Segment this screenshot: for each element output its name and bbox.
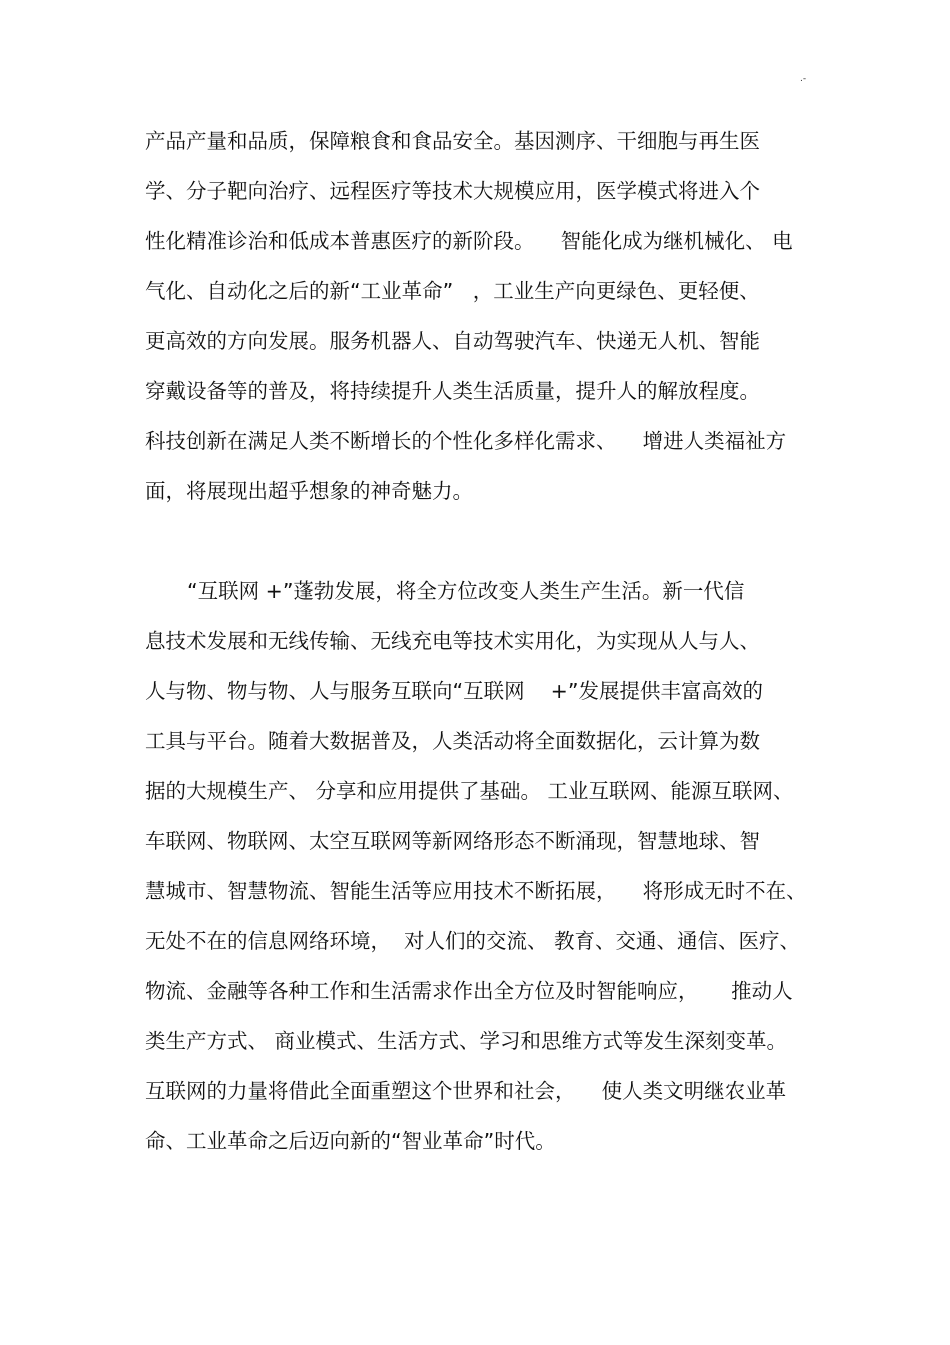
paragraph-2-line: 车联网、物联网、太空互联网等新网络形态不断涌现，智慧地球、智 <box>145 829 760 853</box>
paragraph-1-line: 穿戴设备等的普及，将持续提升人类生活质量，提升人的解放程度。 <box>145 379 760 403</box>
paragraph-2-line: “互联网 +”蓬勃发展，将全方位改变人类生产生活。新一代信 <box>187 579 745 603</box>
paragraph-1-line: 性化精准诊治和低成本普惠医疗的新阶段。 智能化成为继机械化、 电 <box>145 229 793 253</box>
paragraph-2-line: 工具与平台。随着大数据普及，人类活动将全面数据化，云计算为数 <box>145 729 760 753</box>
paragraph-1-line: 学、分子靶向治疗、远程医疗等技术大规模应用，医学模式将进入个 <box>145 179 760 203</box>
page-corner-mark: .- <box>800 74 807 84</box>
paragraph-2-line: 无处不在的信息网络环境， 对人们的交流、 教育、交通、通信、医疗、 <box>145 929 801 953</box>
paragraph-2-line: 人与物、物与物、人与服务互联向“互联网 +”发展提供丰富高效的 <box>145 679 763 703</box>
paragraph-1-line: 产品产量和品质，保障粮食和食品安全。基因测序、干细胞与再生医 <box>145 129 760 153</box>
paragraph-2-line: 物流、金融等各种工作和生活需求作出全方位及时智能响应， 推动人 <box>145 979 793 1003</box>
paragraph-1-line: 更高效的方向发展。服务机器人、自动驾驶汽车、快递无人机、智能 <box>145 329 760 353</box>
paragraph-2-line: 命、工业革命之后迈向新的“智业革命”时代。 <box>145 1129 556 1153</box>
paragraph-1-line: 科技创新在满足人类不断增长的个性化多样化需求、 增进人类福祉方 <box>145 429 787 453</box>
paragraph-1-line: 面，将展现出超乎想象的神奇魅力。 <box>145 479 473 503</box>
paragraph-2-line: 息技术发展和无线传输、无线充电等技术实用化，为实现从人与人、 <box>145 629 760 653</box>
paragraph-2-line: 慧城市、智慧物流、智能生活等应用技术不断拓展， 将形成无时不在、 <box>145 879 807 903</box>
paragraph-1-line: 气化、自动化之后的新“工业革命” ，工业生产向更绿色、更轻便、 <box>145 279 760 303</box>
paragraph-2-line: 互联网的力量将借此全面重塑这个世界和社会， 使人类文明继农业革 <box>145 1079 787 1103</box>
paragraph-2-line: 据的大规模生产、 分享和应用提供了基础。 工业互联网、能源互联网、 <box>145 779 794 803</box>
paragraph-2-line: 类生产方式、 商业模式、生活方式、学习和思维方式等发生深刻变革。 <box>145 1029 788 1053</box>
